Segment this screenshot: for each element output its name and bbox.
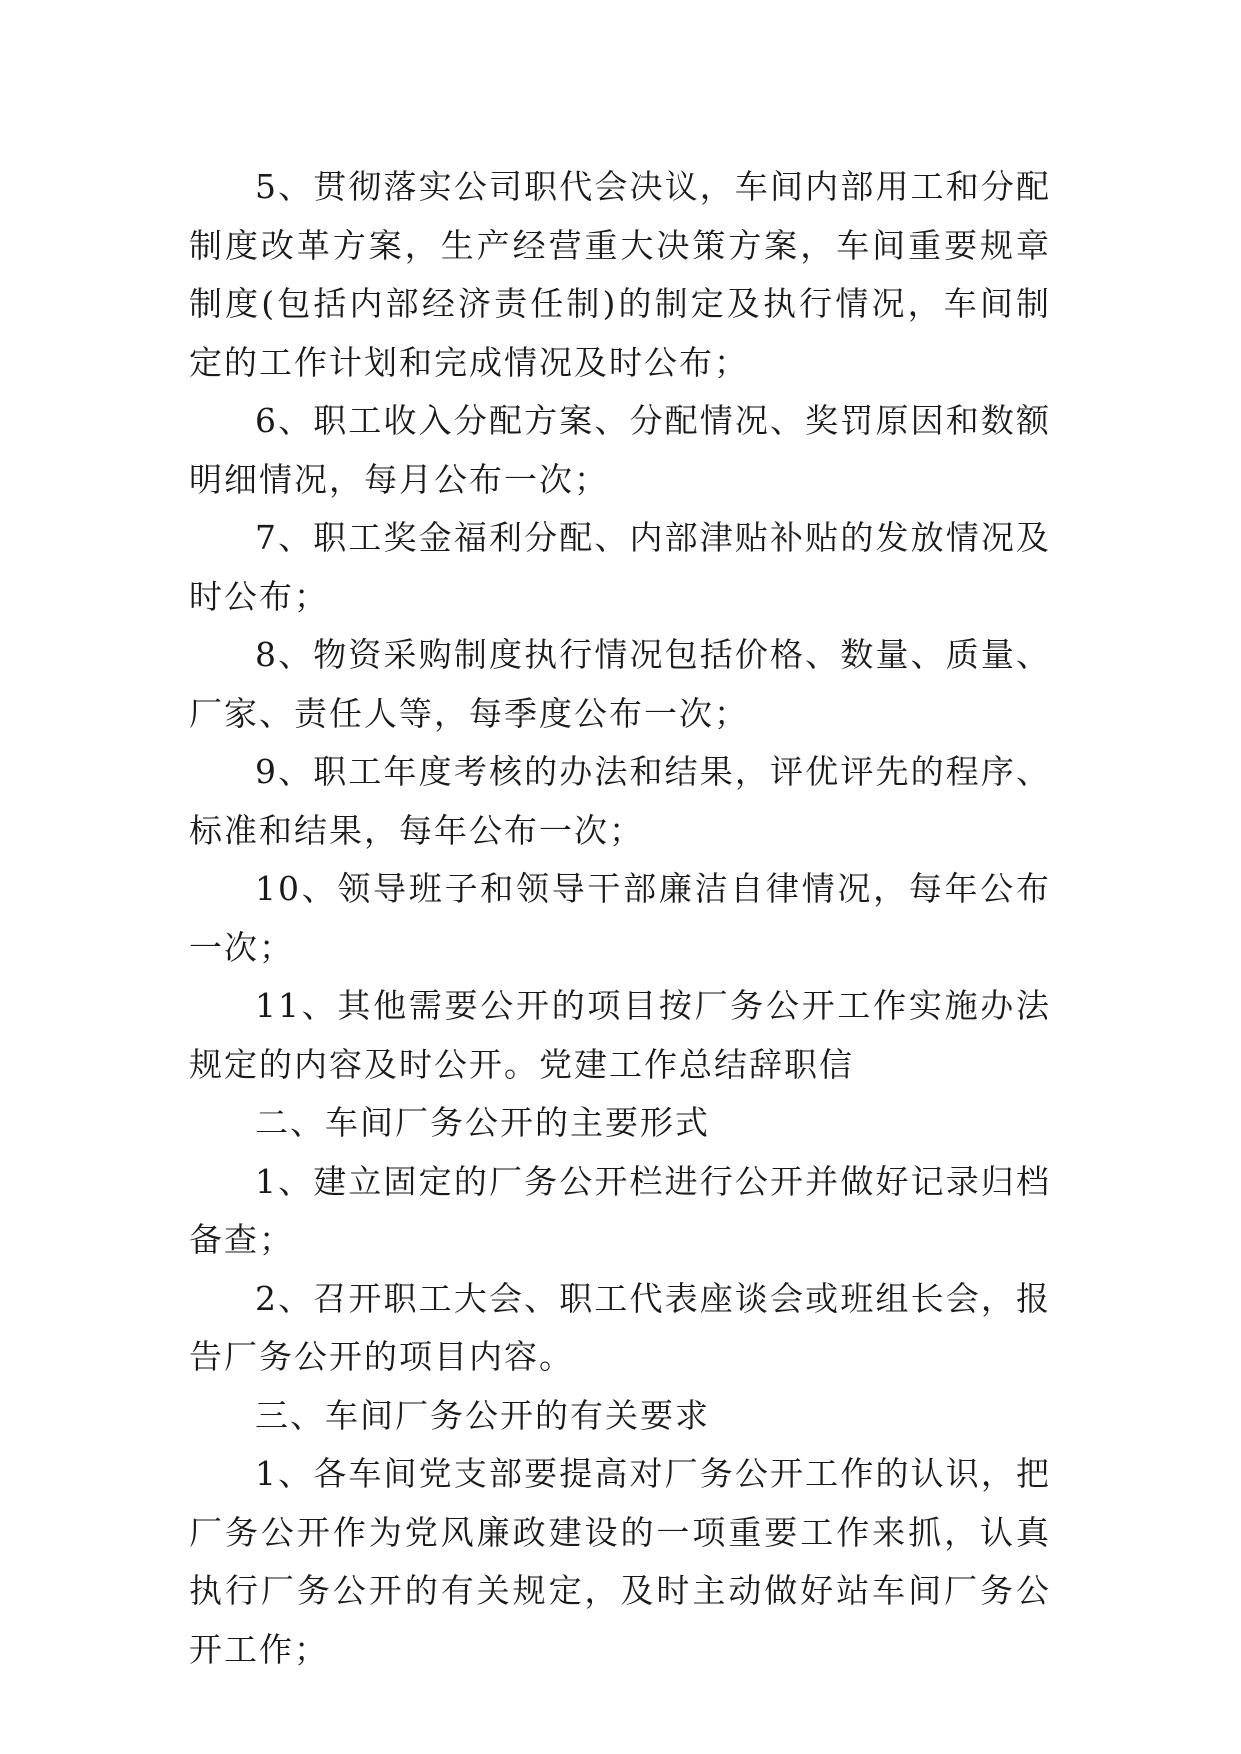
paragraph-requirement-1: 1、各车间党支部要提高对厂务公开工作的认识，把厂务公开作为党风廉政建设的一项重要工作来抓，认真执行厂务公开的有关规定，及时主动做好站车间厂务公开工作； [189,1454,1051,1669]
paragraph-item-8: 8、物资采购制度执行情况包括价格、数量、质量、厂家、责任人等，每季度公布一次； [189,635,1051,733]
paragraph-item-6: 6、职工收入分配方案、分配情况、奖罚原因和数额明细情况，每月公布一次； [189,401,1051,499]
paragraph-item-11: 11、其他需要公开的项目按厂务公开工作实施办法规定的内容及时公开。党建工作总结辞职信 [189,986,1051,1084]
paragraph-item-9: 9、职工年度考核的办法和结果，评优评先的程序、标准和结果，每年公布一次； [189,752,1051,850]
paragraph-form-2: 2、召开职工大会、职工代表座谈会或班组长会，报告厂务公开的项目内容。 [189,1278,1051,1376]
paragraph-item-5: 5、贯彻落实公司职代会决议，车间内部用工和分配制度改革方案，生产经营重大决策方案，车间重要规章制度(包括内部经济责任制)的制定及执行情况，车间制定的工作计划和完成情况及时公布； [189,167,1051,382]
paragraph-form-1: 1、建立固定的厂务公开栏进行公开并做好记录归档备查； [189,1161,1051,1259]
section-heading-forms: 二、车间厂务公开的主要形式 [255,1103,710,1142]
paragraph-item-10: 10、领导班子和领导干部廉洁自律情况，每年公布一次； [189,869,1051,967]
paragraph-item-7: 7、职工奖金福利分配、内部津贴补贴的发放情况及时公布； [189,518,1051,616]
document-body [189,158,1051,1679]
section-heading-requirements: 三、车间厂务公开的有关要求 [255,1395,710,1435]
